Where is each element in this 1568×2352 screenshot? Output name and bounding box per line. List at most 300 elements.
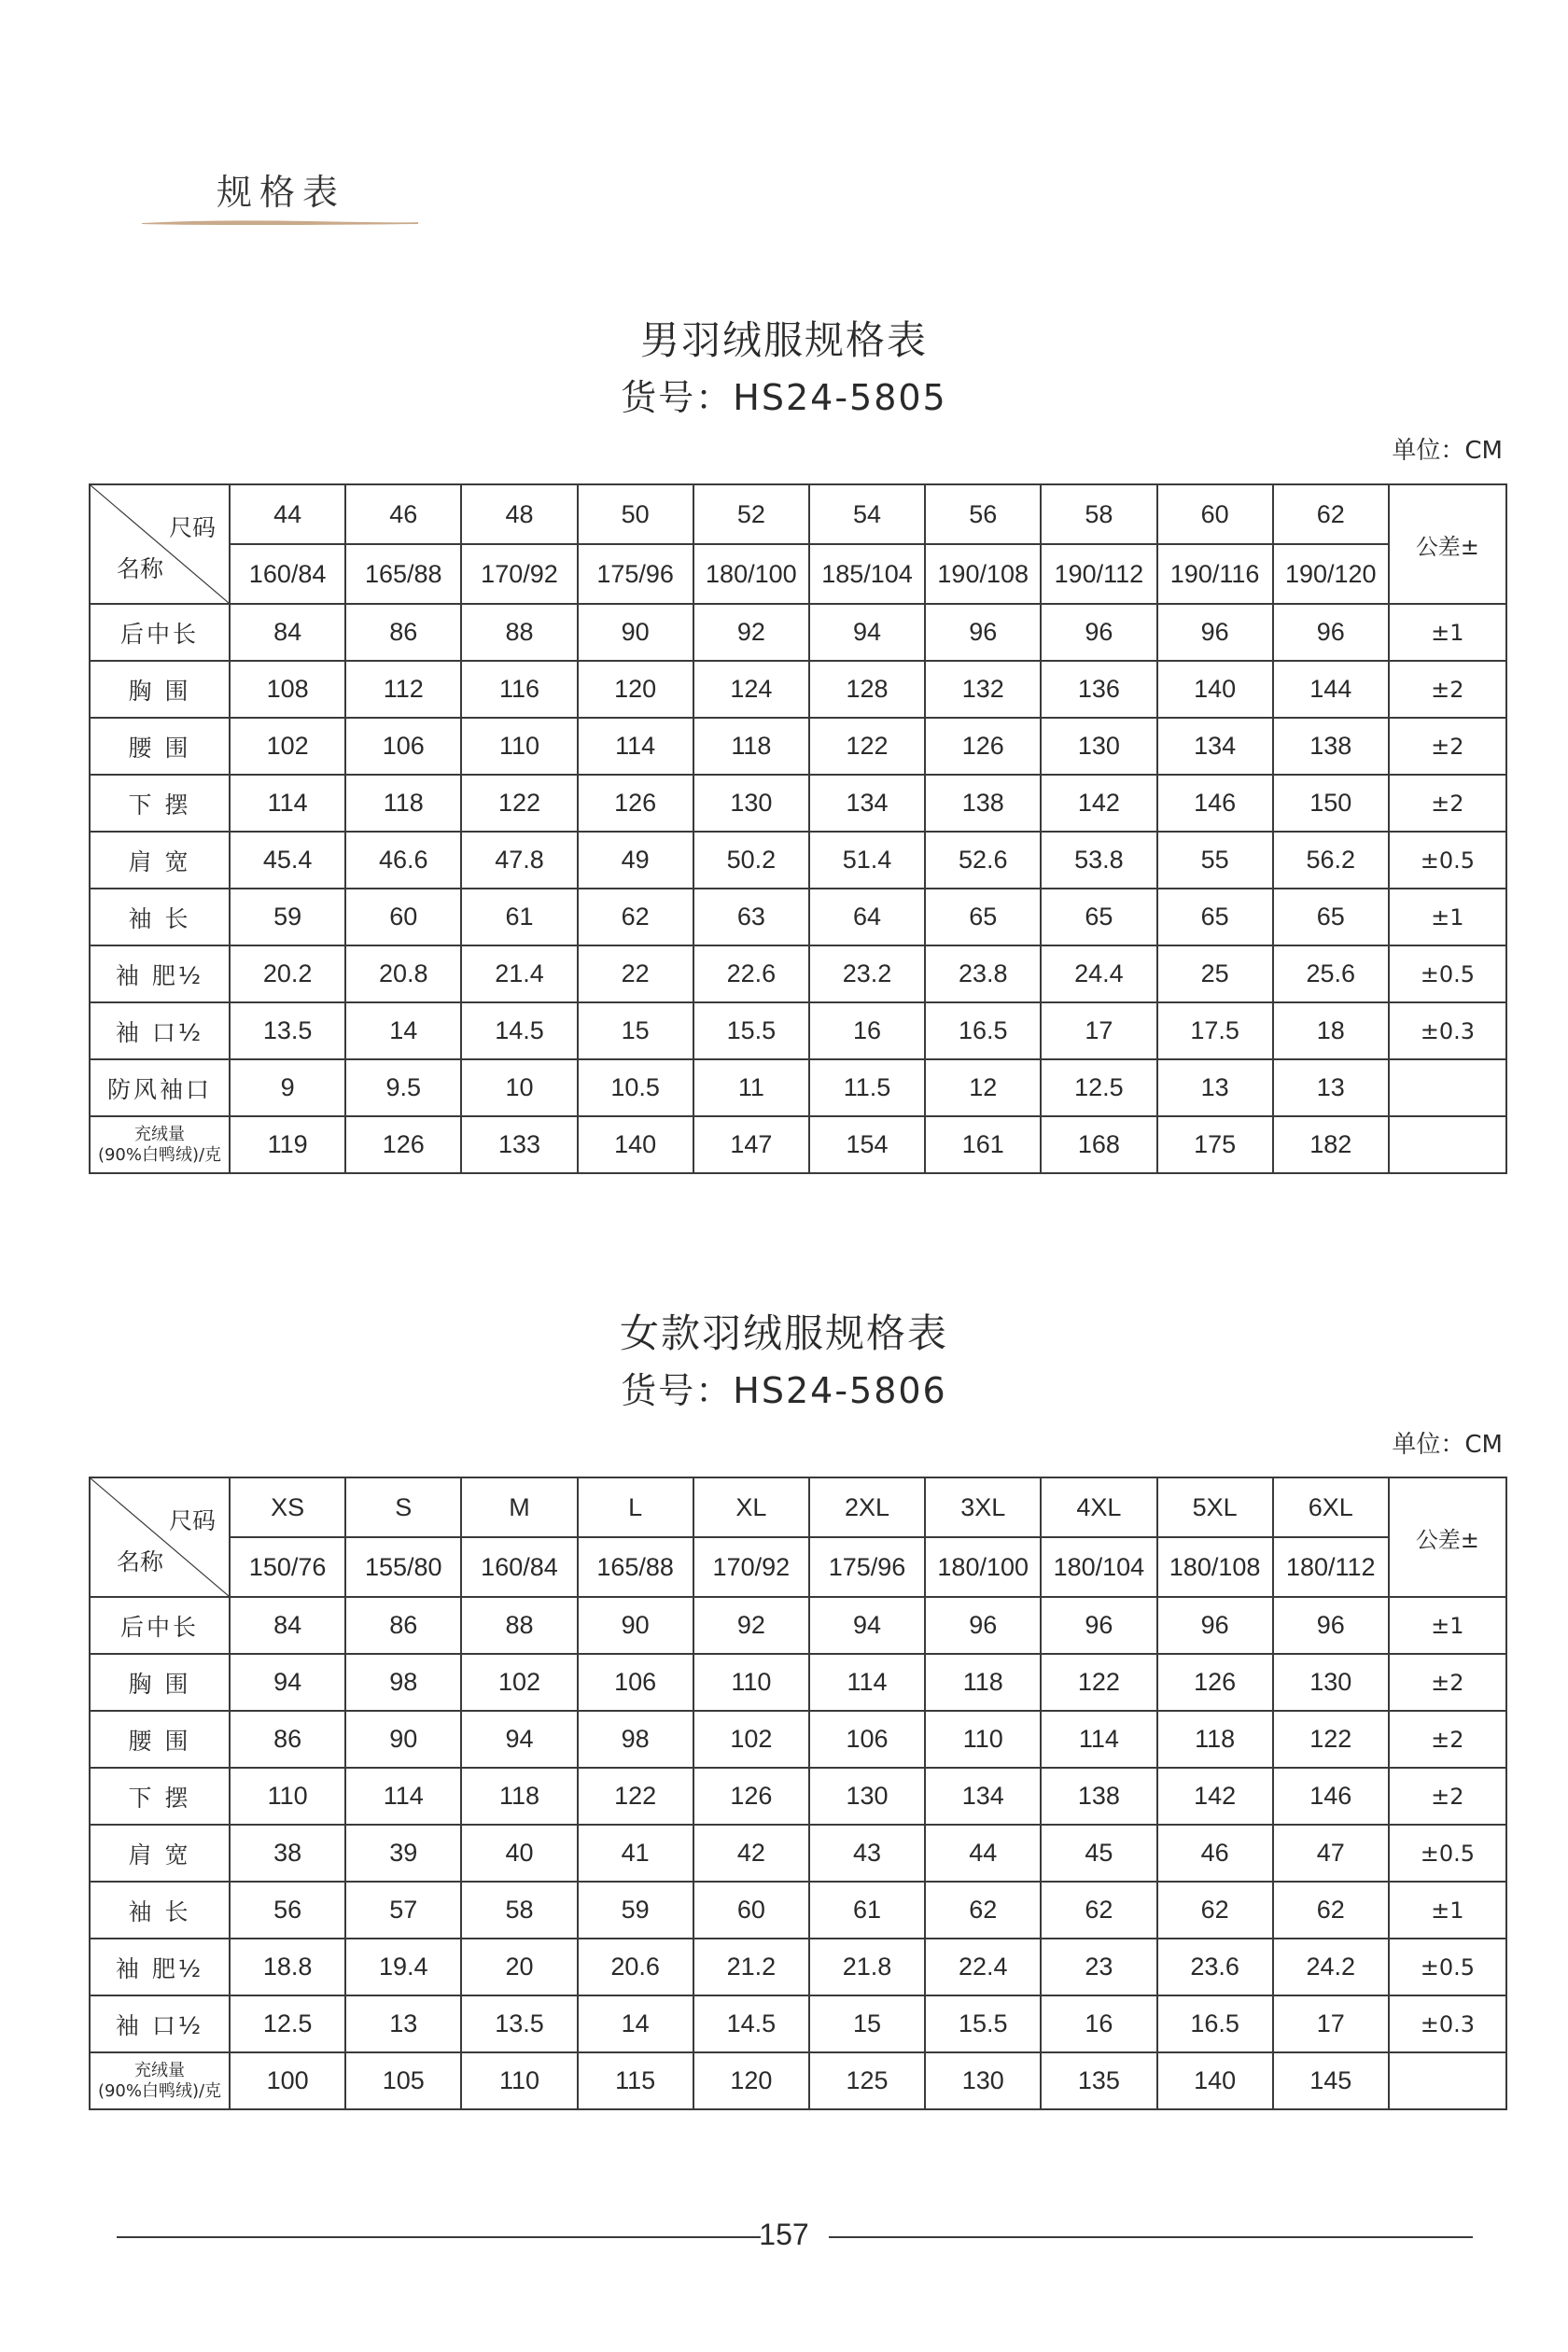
tolerance-cell: ±2 xyxy=(1389,661,1506,718)
value-cell: 22 xyxy=(578,945,693,1002)
value-cell: 11.5 xyxy=(809,1059,925,1116)
row-name: 腰 围 xyxy=(90,1711,230,1768)
row-name: 袖 口½ xyxy=(90,1995,230,2052)
value-cell: 118 xyxy=(345,775,461,832)
value-cell: 114 xyxy=(345,1768,461,1825)
value-cell: 53.8 xyxy=(1041,832,1156,889)
value-cell: 102 xyxy=(693,1711,809,1768)
value-cell: 14.5 xyxy=(693,1995,809,2052)
size-cell: 2XL xyxy=(809,1477,925,1537)
value-cell: 86 xyxy=(230,1711,345,1768)
value-cell: 51.4 xyxy=(809,832,925,889)
tolerance-header: 公差± xyxy=(1389,484,1506,604)
value-cell: 92 xyxy=(693,1597,809,1654)
value-cell: 105 xyxy=(345,2052,461,2109)
value-cell: 94 xyxy=(809,1597,925,1654)
value-cell: 122 xyxy=(461,775,577,832)
value-cell: 25 xyxy=(1157,945,1273,1002)
size-cell: 60 xyxy=(1157,484,1273,544)
value-cell: 110 xyxy=(461,718,577,775)
row-name: 防风袖口 xyxy=(90,1059,230,1116)
value-cell: 118 xyxy=(693,718,809,775)
value-cell: 23.2 xyxy=(809,945,925,1002)
value-cell: 58 xyxy=(461,1882,577,1939)
value-cell: 146 xyxy=(1157,775,1273,832)
height-cell: 170/92 xyxy=(693,1537,809,1597)
value-cell: 161 xyxy=(925,1116,1041,1173)
header-row-sizes xyxy=(90,1477,1506,1537)
value-cell: 142 xyxy=(1157,1768,1273,1825)
value-cell: 56.2 xyxy=(1273,832,1389,889)
size-cell: 54 xyxy=(809,484,925,544)
value-cell: 14.5 xyxy=(461,1002,577,1059)
tolerance-cell: ±2 xyxy=(1389,1654,1506,1711)
value-cell: 150 xyxy=(1273,775,1389,832)
tolerance-cell xyxy=(1389,1116,1506,1173)
height-cell: 165/88 xyxy=(578,1537,693,1597)
value-cell: 60 xyxy=(693,1882,809,1939)
table-title: 女款羽绒服规格表 xyxy=(619,1310,948,1356)
value-cell: 154 xyxy=(809,1116,925,1173)
value-cell: 86 xyxy=(345,604,461,661)
header-row-sizes xyxy=(90,484,1506,544)
tolerance-cell: ±0.5 xyxy=(1389,945,1506,1002)
value-cell: 16 xyxy=(809,1002,925,1059)
value-cell: 122 xyxy=(809,718,925,775)
value-cell: 94 xyxy=(461,1711,577,1768)
value-cell: 106 xyxy=(809,1711,925,1768)
value-cell: 114 xyxy=(230,775,345,832)
value-cell: 168 xyxy=(1041,1116,1156,1173)
value-cell: 98 xyxy=(578,1711,693,1768)
value-cell: 115 xyxy=(578,2052,693,2109)
size-cell: 56 xyxy=(925,484,1041,544)
size-cell: XS xyxy=(230,1477,345,1537)
value-cell: 140 xyxy=(1157,2052,1273,2109)
table-row xyxy=(90,945,1506,1002)
table-row xyxy=(90,1654,1506,1711)
value-cell: 138 xyxy=(925,775,1041,832)
value-cell: 133 xyxy=(461,1116,577,1173)
size-cell: 3XL xyxy=(925,1477,1041,1537)
height-cell: 170/92 xyxy=(461,544,577,604)
value-cell: 18 xyxy=(1273,1002,1389,1059)
value-cell: 17 xyxy=(1273,1995,1389,2052)
value-cell: 118 xyxy=(925,1654,1041,1711)
height-cell: 180/108 xyxy=(1157,1537,1273,1597)
value-cell: 110 xyxy=(925,1711,1041,1768)
value-cell: 17 xyxy=(1041,1002,1156,1059)
value-cell: 47 xyxy=(1273,1825,1389,1882)
value-cell: 110 xyxy=(461,2052,577,2109)
row-name: 袖 口½ xyxy=(90,1002,230,1059)
size-cell: 62 xyxy=(1273,484,1389,544)
value-cell: 130 xyxy=(693,775,809,832)
value-cell: 98 xyxy=(345,1654,461,1711)
row-name: 后中长 xyxy=(90,604,230,661)
value-cell: 122 xyxy=(578,1768,693,1825)
value-cell: 16 xyxy=(1041,1995,1156,2052)
value-cell: 9.5 xyxy=(345,1059,461,1116)
value-cell: 13 xyxy=(1157,1059,1273,1116)
value-cell: 90 xyxy=(578,1597,693,1654)
diagonal-line xyxy=(91,485,229,603)
value-cell: 108 xyxy=(230,661,345,718)
value-cell: 138 xyxy=(1041,1768,1156,1825)
value-cell: 65 xyxy=(1273,889,1389,945)
value-cell: 138 xyxy=(1273,718,1389,775)
table-title: 男羽绒服规格表 xyxy=(639,317,928,363)
value-cell: 62 xyxy=(1273,1882,1389,1939)
tolerance-cell: ±2 xyxy=(1389,718,1506,775)
height-cell: 155/80 xyxy=(345,1537,461,1597)
value-cell: 110 xyxy=(693,1654,809,1711)
height-cell: 185/104 xyxy=(809,544,925,604)
value-cell: 96 xyxy=(1041,1597,1156,1654)
spec-table-women xyxy=(89,1477,1507,2110)
value-cell: 144 xyxy=(1273,661,1389,718)
value-cell: 11 xyxy=(693,1059,809,1116)
tolerance-cell: ±0.5 xyxy=(1389,1825,1506,1882)
value-cell: 130 xyxy=(1273,1654,1389,1711)
tolerance-cell: ±1 xyxy=(1389,604,1506,661)
value-cell: 120 xyxy=(693,2052,809,2109)
value-cell: 114 xyxy=(578,718,693,775)
value-cell: 17.5 xyxy=(1157,1002,1273,1059)
value-cell: 62 xyxy=(1041,1882,1156,1939)
value-cell: 114 xyxy=(809,1654,925,1711)
size-label: 尺码 xyxy=(168,1507,216,1534)
value-cell: 88 xyxy=(461,604,577,661)
value-cell: 140 xyxy=(578,1116,693,1173)
value-cell: 134 xyxy=(1157,718,1273,775)
value-cell: 122 xyxy=(1041,1654,1156,1711)
height-cell: 180/100 xyxy=(925,1537,1041,1597)
product-code: 货号：HS24-5806 xyxy=(621,1370,947,1411)
value-cell: 147 xyxy=(693,1116,809,1173)
value-cell: 96 xyxy=(1273,1597,1389,1654)
value-cell: 24.4 xyxy=(1041,945,1156,1002)
tolerance-cell: ±1 xyxy=(1389,889,1506,945)
value-cell: 65 xyxy=(1157,889,1273,945)
value-cell: 57 xyxy=(345,1882,461,1939)
value-cell: 84 xyxy=(230,604,345,661)
table-row xyxy=(90,832,1506,889)
table-row xyxy=(90,1939,1506,1995)
value-cell: 114 xyxy=(1041,1711,1156,1768)
size-cell: 58 xyxy=(1041,484,1156,544)
table-row xyxy=(90,2052,1506,2109)
table-row xyxy=(90,1597,1506,1654)
footer-rule-left xyxy=(117,2236,761,2238)
value-cell: 90 xyxy=(345,1711,461,1768)
table-row xyxy=(90,1825,1506,1882)
unit-label: 单位：CM xyxy=(1392,1431,1503,1459)
size-cell: 44 xyxy=(230,484,345,544)
value-cell: 94 xyxy=(809,604,925,661)
height-cell: 190/116 xyxy=(1157,544,1273,604)
value-cell: 96 xyxy=(1273,604,1389,661)
value-cell: 14 xyxy=(578,1995,693,2052)
value-cell: 46.6 xyxy=(345,832,461,889)
height-cell: 190/120 xyxy=(1273,544,1389,604)
name-label: 名称 xyxy=(117,555,164,582)
value-cell: 65 xyxy=(1041,889,1156,945)
header-row-heights xyxy=(90,1537,1506,1597)
value-cell: 21.2 xyxy=(693,1939,809,1995)
value-cell: 132 xyxy=(925,661,1041,718)
value-cell: 50.2 xyxy=(693,832,809,889)
size-label: 尺码 xyxy=(168,514,216,541)
value-cell: 136 xyxy=(1041,661,1156,718)
header-diagonal-cell xyxy=(90,1477,230,1597)
value-cell: 130 xyxy=(925,2052,1041,2109)
value-cell: 60 xyxy=(345,889,461,945)
value-cell: 62 xyxy=(925,1882,1041,1939)
value-cell: 16.5 xyxy=(1157,1995,1273,2052)
value-cell: 12.5 xyxy=(1041,1059,1156,1116)
tolerance-cell: ±2 xyxy=(1389,1711,1506,1768)
header-diagonal-cell xyxy=(90,484,230,604)
value-cell: 106 xyxy=(578,1654,693,1711)
height-cell: 150/76 xyxy=(230,1537,345,1597)
table-row xyxy=(90,889,1506,945)
value-cell: 84 xyxy=(230,1597,345,1654)
page-number: 157 xyxy=(759,2218,809,2251)
value-cell: 134 xyxy=(809,775,925,832)
tolerance-header: 公差± xyxy=(1389,1477,1506,1597)
value-cell: 13.5 xyxy=(461,1995,577,2052)
row-name: 肩 宽 xyxy=(90,1825,230,1882)
height-cell: 180/100 xyxy=(693,544,809,604)
unit-label: 单位：CM xyxy=(1392,437,1503,465)
row-name: 胸 围 xyxy=(90,661,230,718)
value-cell: 62 xyxy=(578,889,693,945)
value-cell: 118 xyxy=(1157,1711,1273,1768)
footer-rule-right xyxy=(829,2236,1473,2238)
value-cell: 20.6 xyxy=(578,1939,693,1995)
value-cell: 14 xyxy=(345,1002,461,1059)
value-cell: 124 xyxy=(693,661,809,718)
value-cell: 64 xyxy=(809,889,925,945)
value-cell: 112 xyxy=(345,661,461,718)
value-cell: 42 xyxy=(693,1825,809,1882)
value-cell: 22.6 xyxy=(693,945,809,1002)
value-cell: 15.5 xyxy=(693,1002,809,1059)
row-name: 胸 围 xyxy=(90,1654,230,1711)
value-cell: 90 xyxy=(578,604,693,661)
height-cell: 180/112 xyxy=(1273,1537,1389,1597)
table-row xyxy=(90,1059,1506,1116)
value-cell: 116 xyxy=(461,661,577,718)
value-cell: 142 xyxy=(1041,775,1156,832)
section-label: 规格表 xyxy=(217,172,346,213)
product-code: 货号：HS24-5805 xyxy=(621,377,947,418)
value-cell: 175 xyxy=(1157,1116,1273,1173)
value-cell: 86 xyxy=(345,1597,461,1654)
value-cell: 65 xyxy=(925,889,1041,945)
table-row xyxy=(90,604,1506,661)
row-name: 袖 肥½ xyxy=(90,945,230,1002)
row-name: 肩 宽 xyxy=(90,832,230,889)
value-cell: 52.6 xyxy=(925,832,1041,889)
size-cell: L xyxy=(578,1477,693,1537)
value-cell: 122 xyxy=(1273,1711,1389,1768)
value-cell: 15 xyxy=(809,1995,925,2052)
value-cell: 126 xyxy=(693,1768,809,1825)
size-cell: 52 xyxy=(693,484,809,544)
value-cell: 47.8 xyxy=(461,832,577,889)
value-cell: 19.4 xyxy=(345,1939,461,1995)
value-cell: 125 xyxy=(809,2052,925,2109)
value-cell: 39 xyxy=(345,1825,461,1882)
tolerance-cell xyxy=(1389,1059,1506,1116)
size-cell: 4XL xyxy=(1041,1477,1156,1537)
value-cell: 55 xyxy=(1157,832,1273,889)
row-name: 袖 长 xyxy=(90,889,230,945)
value-cell: 126 xyxy=(578,775,693,832)
table-row xyxy=(90,1882,1506,1939)
brush-stroke-decoration xyxy=(140,217,420,228)
value-cell: 145 xyxy=(1273,2052,1389,2109)
value-cell: 20.8 xyxy=(345,945,461,1002)
tolerance-cell: ±0.3 xyxy=(1389,1002,1506,1059)
value-cell: 24.2 xyxy=(1273,1939,1389,1995)
height-cell: 160/84 xyxy=(461,1537,577,1597)
value-cell: 100 xyxy=(230,2052,345,2109)
value-cell: 23.6 xyxy=(1157,1939,1273,1995)
value-cell: 126 xyxy=(1157,1654,1273,1711)
value-cell: 88 xyxy=(461,1597,577,1654)
value-cell: 126 xyxy=(345,1116,461,1173)
size-cell: 46 xyxy=(345,484,461,544)
value-cell: 63 xyxy=(693,889,809,945)
value-cell: 15.5 xyxy=(925,1995,1041,2052)
value-cell: 10 xyxy=(461,1059,577,1116)
row-name: 充绒量 (90%白鸭绒)/克 xyxy=(90,1116,230,1173)
height-cell: 160/84 xyxy=(230,544,345,604)
height-cell: 175/96 xyxy=(578,544,693,604)
tolerance-cell: ±2 xyxy=(1389,1768,1506,1825)
value-cell: 18.8 xyxy=(230,1939,345,1995)
size-cell: 48 xyxy=(461,484,577,544)
value-cell: 13 xyxy=(345,1995,461,2052)
value-cell: 49 xyxy=(578,832,693,889)
value-cell: 92 xyxy=(693,604,809,661)
value-cell: 13.5 xyxy=(230,1002,345,1059)
diagonal-line xyxy=(91,1478,229,1596)
tolerance-cell: ±1 xyxy=(1389,1882,1506,1939)
table-row xyxy=(90,1995,1506,2052)
value-cell: 134 xyxy=(925,1768,1041,1825)
value-cell: 20 xyxy=(461,1939,577,1995)
size-cell: 5XL xyxy=(1157,1477,1273,1537)
table-row xyxy=(90,718,1506,775)
value-cell: 130 xyxy=(1041,718,1156,775)
name-label: 名称 xyxy=(117,1548,164,1575)
value-cell: 135 xyxy=(1041,2052,1156,2109)
value-cell: 22.4 xyxy=(925,1939,1041,1995)
value-cell: 120 xyxy=(578,661,693,718)
header-row-heights xyxy=(90,544,1506,604)
value-cell: 130 xyxy=(809,1768,925,1825)
value-cell: 44 xyxy=(925,1825,1041,1882)
value-cell: 21.8 xyxy=(809,1939,925,1995)
height-cell: 165/88 xyxy=(345,544,461,604)
row-name: 袖 长 xyxy=(90,1882,230,1939)
value-cell: 96 xyxy=(1157,604,1273,661)
value-cell: 38 xyxy=(230,1825,345,1882)
value-cell: 106 xyxy=(345,718,461,775)
table-row xyxy=(90,775,1506,832)
value-cell: 12 xyxy=(925,1059,1041,1116)
size-cell: S xyxy=(345,1477,461,1537)
spec-table-men xyxy=(89,483,1507,1174)
value-cell: 56 xyxy=(230,1882,345,1939)
height-cell: 175/96 xyxy=(809,1537,925,1597)
row-name: 下 摆 xyxy=(90,775,230,832)
value-cell: 61 xyxy=(461,889,577,945)
value-cell: 9 xyxy=(230,1059,345,1116)
tolerance-cell: ±0.5 xyxy=(1389,832,1506,889)
value-cell: 61 xyxy=(809,1882,925,1939)
row-name: 袖 肥½ xyxy=(90,1939,230,1995)
value-cell: 119 xyxy=(230,1116,345,1173)
value-cell: 45 xyxy=(1041,1825,1156,1882)
row-name: 下 摆 xyxy=(90,1768,230,1825)
value-cell: 96 xyxy=(925,1597,1041,1654)
value-cell: 94 xyxy=(230,1654,345,1711)
value-cell: 59 xyxy=(578,1882,693,1939)
value-cell: 126 xyxy=(925,718,1041,775)
value-cell: 128 xyxy=(809,661,925,718)
tolerance-cell: ±0.5 xyxy=(1389,1939,1506,1995)
value-cell: 182 xyxy=(1273,1116,1389,1173)
value-cell: 20.2 xyxy=(230,945,345,1002)
value-cell: 10.5 xyxy=(578,1059,693,1116)
value-cell: 96 xyxy=(1157,1597,1273,1654)
value-cell: 13 xyxy=(1273,1059,1389,1116)
row-name: 腰 围 xyxy=(90,718,230,775)
value-cell: 96 xyxy=(1041,604,1156,661)
table-row xyxy=(90,661,1506,718)
value-cell: 102 xyxy=(230,718,345,775)
value-cell: 146 xyxy=(1273,1768,1389,1825)
value-cell: 25.6 xyxy=(1273,945,1389,1002)
height-cell: 180/104 xyxy=(1041,1537,1156,1597)
tolerance-cell: ±0.3 xyxy=(1389,1995,1506,2052)
value-cell: 12.5 xyxy=(230,1995,345,2052)
value-cell: 43 xyxy=(809,1825,925,1882)
value-cell: 62 xyxy=(1157,1882,1273,1939)
value-cell: 41 xyxy=(578,1825,693,1882)
size-cell: M xyxy=(461,1477,577,1537)
height-cell: 190/108 xyxy=(925,544,1041,604)
value-cell: 59 xyxy=(230,889,345,945)
value-cell: 23.8 xyxy=(925,945,1041,1002)
tolerance-cell xyxy=(1389,2052,1506,2109)
value-cell: 96 xyxy=(925,604,1041,661)
value-cell: 140 xyxy=(1157,661,1273,718)
height-cell: 190/112 xyxy=(1041,544,1156,604)
value-cell: 15 xyxy=(578,1002,693,1059)
size-cell: 6XL xyxy=(1273,1477,1389,1537)
table-row xyxy=(90,1711,1506,1768)
size-cell: XL xyxy=(693,1477,809,1537)
value-cell: 40 xyxy=(461,1825,577,1882)
value-cell: 118 xyxy=(461,1768,577,1825)
value-cell: 16.5 xyxy=(925,1002,1041,1059)
